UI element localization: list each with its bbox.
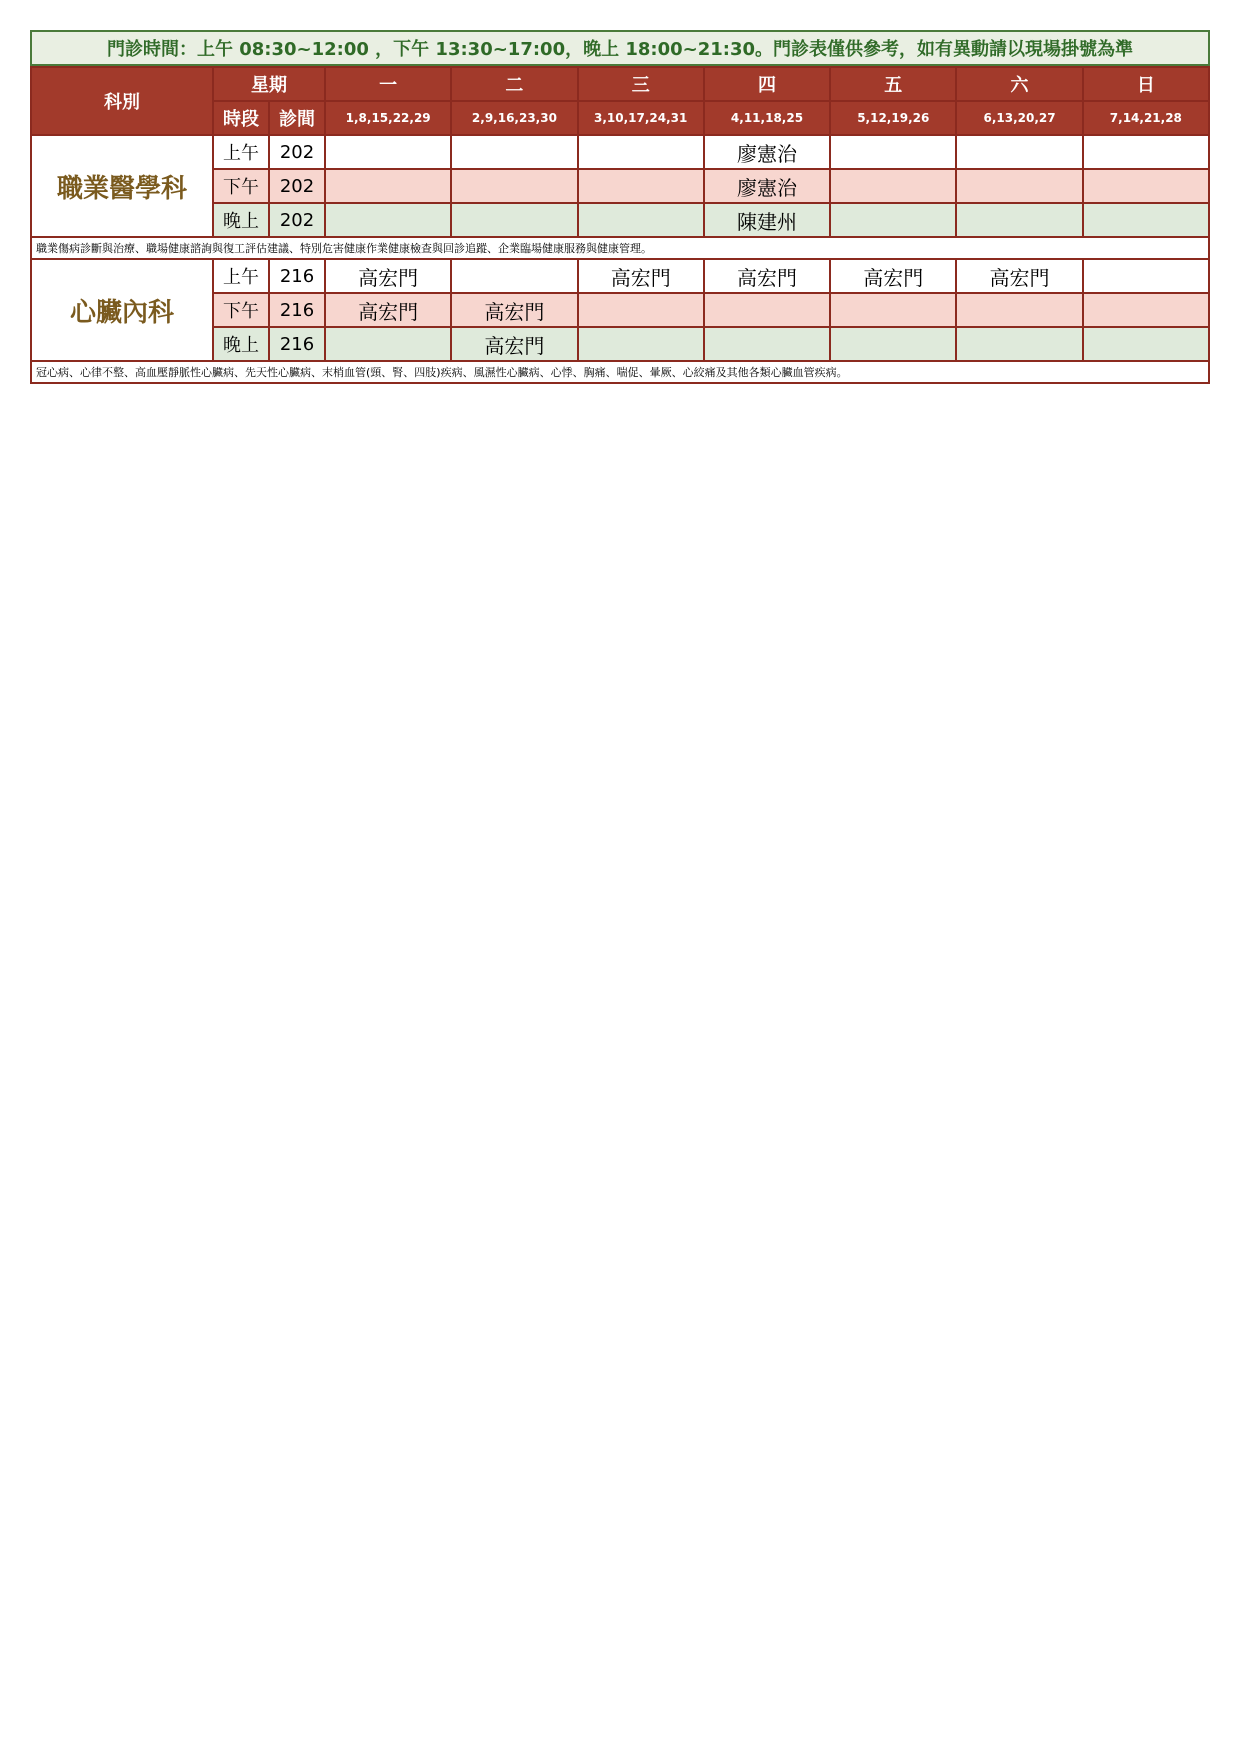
doctor-cell [956, 169, 1082, 203]
doctor-cell [704, 293, 830, 327]
dept-name: 職業醫學科 [31, 135, 213, 237]
doctor-cell [578, 293, 704, 327]
room: 202 [269, 169, 325, 203]
doctor-cell: 高宏門 [704, 259, 830, 293]
dept2-block [31, 259, 1209, 383]
doctor-cell [1083, 169, 1209, 203]
doctor-cell: 高宏門 [451, 327, 577, 361]
doctor-cell [1083, 327, 1209, 361]
doctor-cell: 高宏門 [578, 259, 704, 293]
doctor-cell [451, 259, 577, 293]
dept-description: 職業傷病診斷與治療、職場健康諮詢與復工評估建議、特別危害健康作業健康檢查與回診追蹤、企業臨場健康服務與健康管理。 [31, 237, 1209, 259]
dept-header: 科別 [31, 67, 213, 135]
slot-header: 時段 [213, 101, 269, 135]
doctor-cell: 高宏門 [325, 293, 451, 327]
dates-sat: 6,13,20,27 [956, 101, 1082, 135]
dates-sun: 7,14,21,28 [1083, 101, 1209, 135]
slot: 上午 [213, 135, 269, 169]
doctor-cell: 陳建州 [704, 203, 830, 237]
doctor-cell [325, 135, 451, 169]
slot: 下午 [213, 169, 269, 203]
doctor-cell [325, 203, 451, 237]
doctor-cell [1083, 259, 1209, 293]
room: 202 [269, 203, 325, 237]
doctor-cell: 高宏門 [325, 259, 451, 293]
doctor-cell [578, 169, 704, 203]
dates-mon: 1,8,15,22,29 [325, 101, 451, 135]
schedule [30, 30, 1210, 384]
schedule-table [30, 66, 1210, 384]
slot: 晚上 [213, 327, 269, 361]
day-thu: 四 [704, 67, 830, 101]
doctor-cell [956, 293, 1082, 327]
room: 202 [269, 135, 325, 169]
doctor-cell [1083, 293, 1209, 327]
doctor-cell [451, 203, 577, 237]
doctor-cell [956, 327, 1082, 361]
doctor-cell [451, 169, 577, 203]
doctor-cell [325, 327, 451, 361]
day-wed: 三 [578, 67, 704, 101]
day-mon: 一 [325, 67, 451, 101]
day-fri: 五 [830, 67, 956, 101]
doctor-cell: 高宏門 [830, 259, 956, 293]
day-sat: 六 [956, 67, 1082, 101]
dept-name: 心臟內科 [31, 259, 213, 361]
slot: 下午 [213, 293, 269, 327]
slot: 晚上 [213, 203, 269, 237]
doctor-cell [1083, 135, 1209, 169]
doctor-cell: 高宏門 [451, 293, 577, 327]
room: 216 [269, 259, 325, 293]
slot: 上午 [213, 259, 269, 293]
doctor-cell [325, 169, 451, 203]
dates-thu: 4,11,18,25 [704, 101, 830, 135]
dates-wed: 3,10,17,24,31 [578, 101, 704, 135]
doctor-cell [830, 169, 956, 203]
dept1-block [31, 135, 1209, 259]
doctor-cell [578, 135, 704, 169]
doctor-cell [1083, 203, 1209, 237]
doctor-cell [830, 293, 956, 327]
week-header: 星期 [213, 67, 325, 101]
dates-fri: 5,12,19,26 [830, 101, 956, 135]
room: 216 [269, 327, 325, 361]
dates-tue: 2,9,16,23,30 [451, 101, 577, 135]
doctor-cell [830, 327, 956, 361]
clinic-hours-banner: 門診時間：上午 08:30~12:00 ，下午 13:30~17:00，晚上 18:00~21:30。門診表僅供參考，如有異動請以現場掛號為準 [30, 30, 1210, 66]
doctor-cell [578, 203, 704, 237]
doctor-cell [956, 135, 1082, 169]
day-tue: 二 [451, 67, 577, 101]
room: 216 [269, 293, 325, 327]
room-header: 診間 [269, 101, 325, 135]
doctor-cell [578, 327, 704, 361]
doctor-cell [704, 327, 830, 361]
doctor-cell [830, 135, 956, 169]
doctor-cell [956, 203, 1082, 237]
doctor-cell [451, 135, 577, 169]
doctor-cell: 廖憲治 [704, 135, 830, 169]
doctor-cell: 高宏門 [956, 259, 1082, 293]
doctor-cell [830, 203, 956, 237]
doctor-cell: 廖憲治 [704, 169, 830, 203]
day-sun: 日 [1083, 67, 1209, 101]
dept-description: 冠心病、心律不整、高血壓靜脈性心臟病、先天性心臟病、末梢血管(頸、腎、四肢)疾病、風濕性心臟病、心悸、胸痛、喘促、暈厥、心絞痛及其他各類心臟血管疾病。 [31, 361, 1209, 383]
